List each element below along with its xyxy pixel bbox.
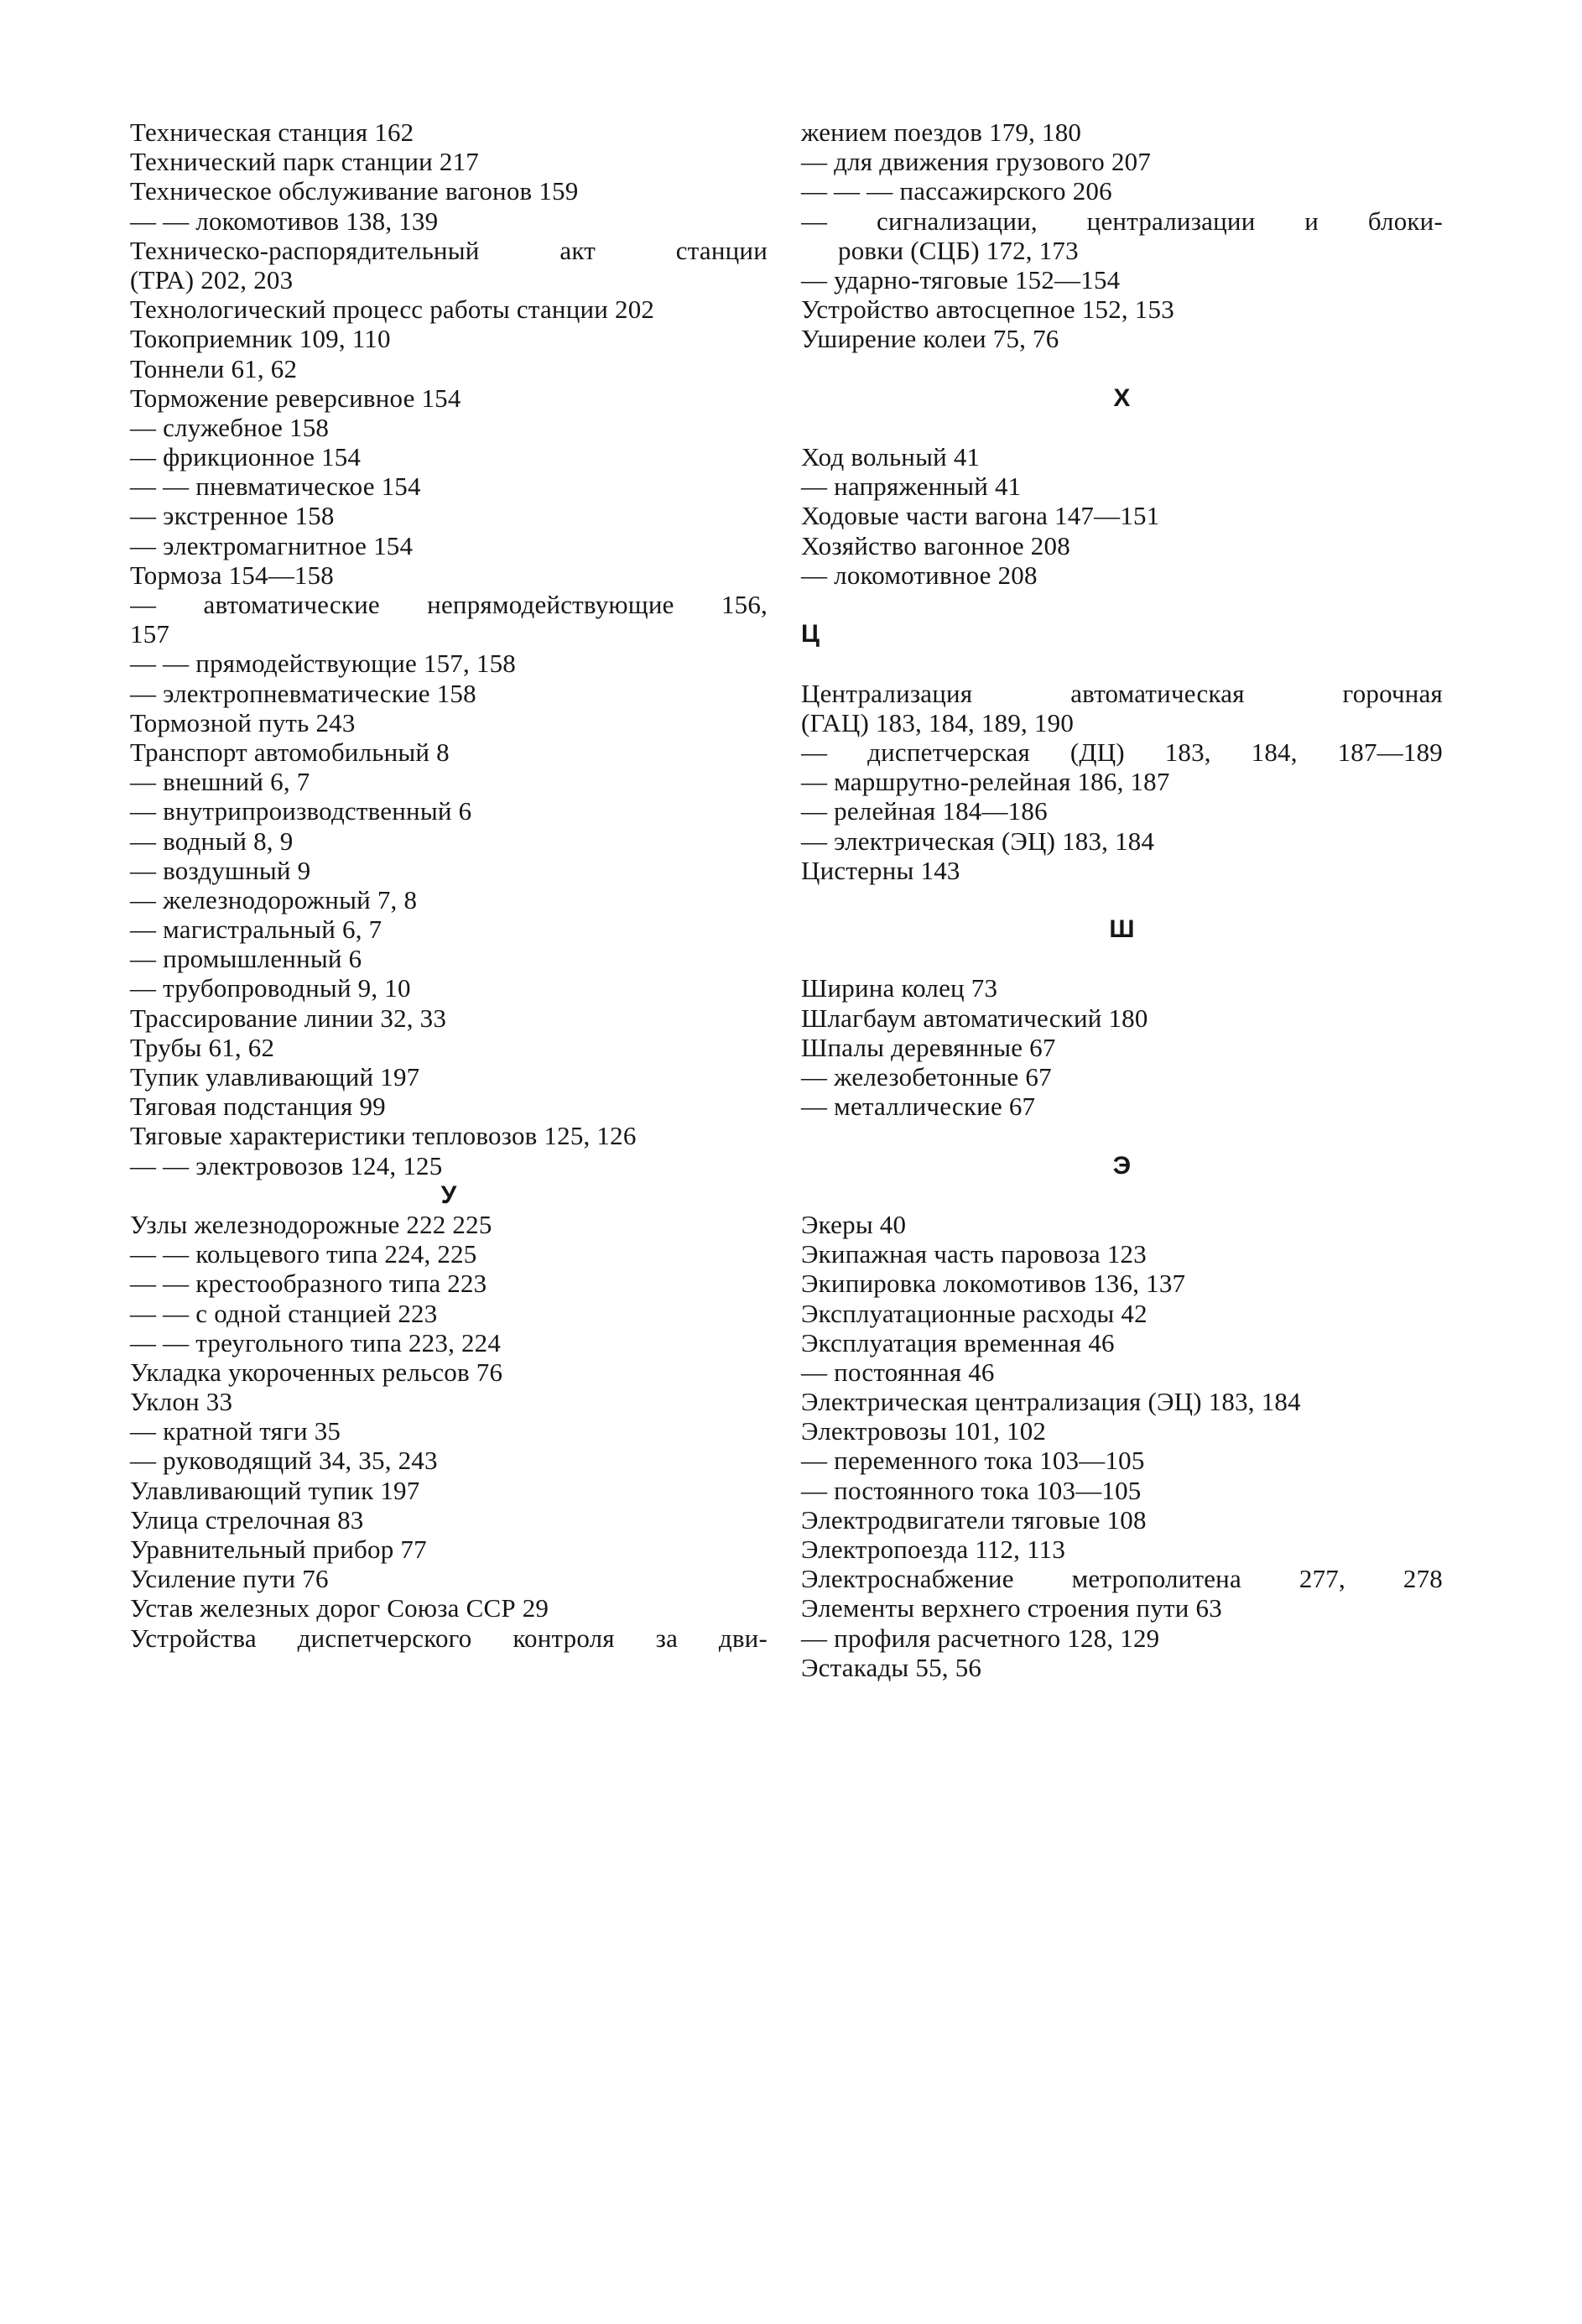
index-entry: Централизация автоматическая горочная: [801, 678, 1443, 708]
index-entry: Улица стрелочная 83: [130, 1504, 364, 1535]
index-entry: Ход вольный 41: [801, 442, 981, 472]
index-entry: — профиля расчетного 128, 129: [801, 1623, 1160, 1653]
index-entry: (ТРА) 202, 203: [130, 264, 294, 294]
index-entry: — магистральный 6, 7: [130, 914, 382, 945]
index-entry: Техническо-распорядительный акт станции: [130, 235, 768, 265]
index-entry: Тупик улавливающий 197: [130, 1062, 420, 1092]
blank-line: [801, 590, 1443, 619]
index-entry: жением поездов 179, 180: [801, 117, 1082, 147]
index-entry: — — локомотивов 138, 139: [130, 206, 439, 236]
index-entry: — — электровозов 124, 125: [130, 1150, 443, 1180]
index-entry: Техническая станция 162: [130, 117, 414, 147]
index-entry: — воздушный 9: [130, 855, 311, 885]
index-entry: Экипажная часть паровоза 123: [801, 1239, 1147, 1269]
index-entry: Технический парк станции 217: [130, 147, 479, 177]
index-entry: — — пневматическое 154: [130, 472, 421, 502]
index-entry: — — прямодействующие 157, 158: [130, 649, 517, 679]
index-entry: — промышленный 6: [130, 944, 362, 974]
index-entry: — электрическая (ЭЦ) 183, 184: [801, 826, 1155, 856]
index-entry: — руководящий 34, 35, 243: [130, 1446, 438, 1476]
index-entry: Экипировка локомотивов 136, 137: [801, 1269, 1186, 1299]
index-column-left: [130, 117, 768, 1653]
index-entry: Электроснабжение метрополитена 277, 278: [801, 1564, 1443, 1594]
index-entry: Улавливающий тупик 197: [130, 1475, 420, 1505]
index-entry: — — треугольного типа 223, 224: [130, 1327, 502, 1357]
index-entry: — релейная 184—186: [801, 796, 1048, 826]
index-entry: — — крестообразного типа 223: [130, 1269, 487, 1299]
index-entry: Ходовые части вагона 147—151: [801, 501, 1160, 531]
index-entry: — внешний 6, 7: [130, 767, 310, 797]
index-entry: Электрическая централизация (ЭЦ) 183, 184: [801, 1387, 1301, 1417]
index-entry: — экстренное 158: [130, 501, 335, 531]
index-entry: — ударно-тяговые 152—154: [801, 264, 1121, 294]
index-entry: ровки (СЦБ) 172, 173: [838, 235, 1079, 265]
index-entry: Электровозы 101, 102: [801, 1416, 1047, 1446]
index-entry: Токоприемник 109, 110: [130, 324, 391, 354]
index-entry: — служебное 158: [130, 412, 330, 442]
blank-line: [801, 649, 1443, 678]
index-entry: Уравнительный прибор 77: [130, 1535, 427, 1564]
index-entry: — железобетонные 67: [801, 1062, 1052, 1092]
index-entry: Уширение колеи 75, 76: [801, 324, 1059, 354]
index-entry: — локомотивное 208: [801, 560, 1038, 590]
index-entry: Экеры 40: [801, 1209, 907, 1239]
index-entry: — железнодорожный 7, 8: [130, 884, 418, 914]
index-entry: Техническое обслуживание вагонов 159: [130, 176, 579, 206]
index-entry: — трубопроводный 9, 10: [130, 973, 411, 1003]
index-entry: — — — пассажирского 206: [801, 176, 1112, 206]
index-entry: — для движения грузового 207: [801, 147, 1152, 177]
section-letter-heading: Х: [1113, 383, 1131, 412]
index-entry: Трассирование линии 32, 33: [130, 1003, 447, 1033]
index-entry: Узлы железнодорожные 222 225: [130, 1209, 492, 1239]
index-entry: — автоматические непрямодействующие 156,: [130, 590, 768, 619]
blank-line: [801, 354, 1443, 383]
index-entry: Эксплуатационные расходы 42: [801, 1298, 1147, 1328]
index-entry: — электромагнитное 154: [130, 530, 414, 560]
index-entry: — кратной тяги 35: [130, 1416, 341, 1446]
index-entry: Тормозной путь 243: [130, 707, 356, 737]
index-entry: Тяговая подстанция 99: [130, 1092, 386, 1122]
index-entry: Устройство автосцепное 152, 153: [801, 294, 1174, 325]
index-entry: Хозяйство вагонное 208: [801, 530, 1070, 560]
index-entry: Эксплуатация временная 46: [801, 1327, 1115, 1357]
index-entry: Цистерны 143: [801, 855, 960, 885]
index-entry: Шпалы деревянные 67: [801, 1032, 1056, 1062]
blank-line: [801, 413, 1443, 442]
index-entry: — переменного тока 103—105: [801, 1446, 1145, 1476]
index-entry: Транспорт автомобильный 8: [130, 737, 450, 767]
index-entry: Эстакады 55, 56: [801, 1652, 982, 1682]
index-entry: — электропневматические 158: [130, 678, 476, 708]
blank-line: [801, 944, 1443, 973]
index-entry: Ширина колец 73: [801, 973, 998, 1003]
section-letter-heading: Э: [1112, 1151, 1132, 1180]
index-entry: Тормоза 154—158: [130, 560, 335, 590]
index-entry: — диспетчерская (ДЦ) 183, 184, 187—189: [801, 737, 1443, 767]
index-entry: Усиление пути 76: [130, 1564, 329, 1594]
index-entry: — — с одной станцией 223: [130, 1298, 438, 1328]
section-letter-heading: Ш: [1109, 915, 1135, 944]
index-entry: — фрикционное 154: [130, 442, 362, 472]
index-entry: Тоннели 61, 62: [130, 353, 298, 383]
index-entry: 157: [130, 619, 170, 649]
index-entry: Устройства диспетчерского контроля за дви-: [130, 1623, 768, 1653]
index-entry: (ГАЦ) 183, 184, 189, 190: [801, 707, 1075, 737]
index-entry: Тяговые характеристики тепловозов 125, 126: [130, 1121, 637, 1151]
index-entry: — внутрипроизводственный 6: [130, 796, 472, 826]
index-entry: — сигнализации, централизации и блоки-: [801, 206, 1443, 236]
index-entry: Торможение реверсивное 154: [130, 383, 461, 413]
index-column-right: [801, 117, 1443, 1682]
index-entry: Устав железных дорог Союза ССР 29: [130, 1593, 549, 1623]
index-entry: Трубы 61, 62: [130, 1032, 275, 1062]
index-entry: Укладка укороченных рельсов 76: [130, 1357, 503, 1387]
index-entry: — напряженный 41: [801, 472, 1022, 502]
blank-line: [801, 885, 1443, 914]
index-entry: — постоянная 46: [801, 1357, 995, 1387]
index-entry: — маршрутно-релейная 186, 187: [801, 767, 1170, 797]
index-entry: — водный 8, 9: [130, 826, 294, 856]
index-entry: — постоянного тока 103—105: [801, 1475, 1142, 1505]
index-entry: Уклон 33: [130, 1387, 233, 1417]
index-entry: — металлические 67: [801, 1092, 1036, 1122]
index-entry: Электропоезда 112, 113: [801, 1535, 1066, 1564]
section-letter-heading: Ц: [801, 620, 820, 649]
index-entry: Элементы верхнего строения пути 63: [801, 1593, 1222, 1623]
blank-line: [801, 1180, 1443, 1210]
section-letter-heading: У: [440, 1180, 457, 1209]
index-entry: Технологический процесс работы станции 202: [130, 294, 655, 325]
index-entry: Шлагбаум автоматический 180: [801, 1003, 1148, 1033]
blank-line: [801, 1121, 1443, 1150]
index-entry: — — кольцевого типа 224, 225: [130, 1239, 477, 1269]
index-entry: Электродвигатели тяговые 108: [801, 1504, 1147, 1535]
